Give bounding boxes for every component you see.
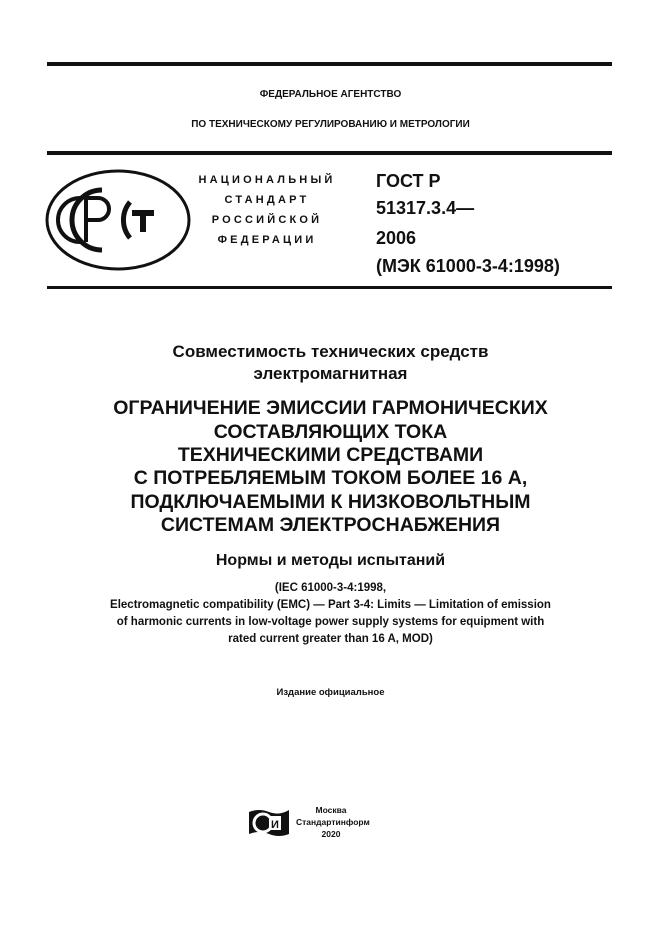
edition-label: Издание официальное bbox=[276, 687, 385, 698]
agency-line-1: ФЕДЕРАЛЬНОЕ АГЕНТСТВО bbox=[259, 89, 402, 100]
gost-year: 2006 bbox=[376, 228, 417, 248]
divider bbox=[47, 62, 612, 66]
title-line: СИСТЕМАМ ЭЛЕКТРОСНАБЖЕНИЯ bbox=[160, 514, 501, 536]
divider bbox=[47, 286, 612, 289]
national-line-1: НАЦИОНАЛЬНЫЙ bbox=[198, 174, 336, 186]
svg-text:И: И bbox=[271, 819, 279, 831]
gost-logo bbox=[44, 168, 192, 272]
norms-subtitle: Нормы и методы испытаний bbox=[215, 552, 446, 569]
divider bbox=[47, 151, 612, 155]
iec-line: (IEC 61000-3-4:1998, bbox=[274, 582, 387, 594]
publisher-name: Стандартинформ bbox=[296, 817, 370, 827]
subtitle-line-2: электромагнитная bbox=[253, 364, 408, 383]
national-line-2: СТАНДАРТ bbox=[224, 194, 310, 206]
title-line: ПОДКЛЮЧАЕМЫМИ К НИЗКОВОЛЬТНЫМ bbox=[130, 491, 531, 513]
title-line: СОСТАВЛЯЮЩИХ ТОКА bbox=[213, 421, 448, 443]
publisher-logo bbox=[247, 806, 293, 840]
title-line: ТЕХНИЧЕСКИМИ СРЕДСТВАМИ bbox=[177, 444, 484, 466]
iec-line: of harmonic currents in low-voltage power supply systems for equipment with bbox=[116, 616, 545, 628]
iec-line: rated current greater than 16 A, MOD) bbox=[228, 633, 433, 645]
agency-line-2: ПО ТЕХНИЧЕСКОМУ РЕГУЛИРОВАНИЮ И МЕТРОЛОГИИ bbox=[191, 119, 470, 130]
iec-line: Electromagnetic compatibility (EMC) — Part 3-4: Limits — Limitation of emission bbox=[110, 599, 551, 611]
national-line-4: ФЕДЕРАЦИИ bbox=[217, 234, 317, 246]
gost-number: 51317.3.4— bbox=[376, 198, 475, 218]
subtitle-line-1: Совместимость технических средств bbox=[172, 342, 489, 361]
gost-label: ГОСТ Р bbox=[376, 171, 441, 191]
title-line: ОГРАНИЧЕНИЕ ЭМИССИИ ГАРМОНИЧЕСКИХ bbox=[113, 397, 548, 419]
gost-iec-ref: (МЭК 61000-3-4:1998) bbox=[376, 256, 560, 276]
national-line-3: РОССИЙСКОЙ bbox=[211, 214, 323, 226]
title-line: С ПОТРЕБЛЯЕМЫМ ТОКОМ БОЛЕЕ 16 А, bbox=[133, 467, 528, 489]
publisher-city: Москва bbox=[315, 805, 347, 815]
publisher-year: 2020 bbox=[321, 829, 341, 839]
